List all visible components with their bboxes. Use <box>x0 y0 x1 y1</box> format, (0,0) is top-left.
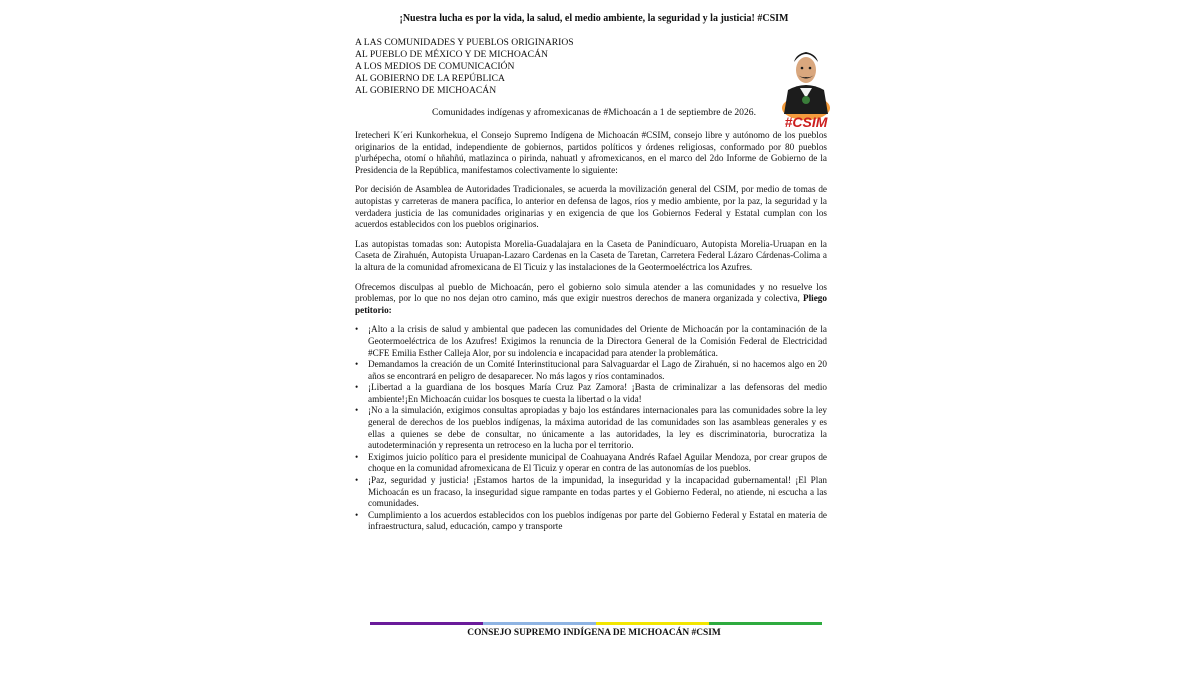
list-item <box>355 359 827 382</box>
paragraph: Por decisión de Asamblea de Autoridades Tradicionales, se acuerda la movilización general del CSIM, por medio de tomas de autopistas y carreteras de manera pacífica, lo anterior en defensa de lagos, ríos y medio ambiente, por la paz, la seguridad y la verdadera justicia de las comunidades originarias y en exigencia de que los Gobiernos Federal y Estatal cumplan con los acuerdos establecidos con los pueblos originarios. <box>355 184 827 230</box>
addressee-line: A LOS MEDIOS DE COMUNICACIÓN <box>355 61 515 72</box>
list-item <box>355 324 827 359</box>
dateline: Comunidades indígenas y afromexicanas de #Michoacán a 1 de septiembre de 2026. <box>432 107 756 118</box>
bullet-icon: • <box>355 451 359 462</box>
color-segment <box>370 622 483 625</box>
addressee-line: AL GOBIERNO DE LA REPÚBLICA <box>355 73 505 84</box>
demand-text: ¡No a la simulación, exigimos consultas apropiadas y bajo los estándares internacionales para las comunidades sobre la ley general de derechos de los pueblos indígenas, la máxima autoridad de las comunidades son las asambleas generales y es ellas a quienes se debe de consultar, no únicamente a las autoridades, la ley es discriminatoria, burocratiza la autodeterminación y representa un retroceso en la lucha por el territorio. <box>368 405 827 451</box>
demand-text: ¡Paz, seguridad y justicia! ¡Estamos hartos de la impunidad, la inseguridad y la incapacidad gubernamental! ¡El Plan Michoacán es un fracaso, la inseguridad sigue rampante en todas partes y el Gobierno Federal, no atiende, ni escucha a las comunidades. <box>368 475 827 509</box>
pliego-label: Pliego petitorio: <box>355 293 827 315</box>
list-item <box>355 475 827 510</box>
demand-text: ¡Libertad a la guardiana de los bosques María Cruz Paz Zamora! ¡Basta de criminalizar a las defensoras del medio ambiente!¡En Michoacán cuidar los bosques te cuesta la libertad o la vida! <box>368 382 827 404</box>
paragraph: Las autopistas tomadas son: Autopista Morelia-Guadalajara en la Caseta de Panindícuaro, Autopista Morelia-Uruapan en la Caseta de Zirahuén, Autopista Uruapan-Lazaro Cardenas en la Caseta de Taretan, Carretera Federal Lázaro Cárdenas-Colima a la altura de la comunidad afromexicana de El Ticuiz y las instalaciones de la Geotermoeléctrica los Azufres. <box>355 238 827 272</box>
list-item <box>355 405 827 451</box>
bullet-icon: • <box>355 359 359 370</box>
bullet-icon: • <box>355 382 359 393</box>
paragraph: Iretecheri K´eri Kunkorhekua, el Consejo Supremo Indígena de Michoacán #CSIM, consejo libre y autónomo de los pueblos originarios de la entidad, independiente de gobiernos, partidos políticos y órdenes religiosas, conformado por 80 pueblos p'urhépecha, otomí o hñahñú, matlazinca o pirinda, nahuatl y afromexicanos, en el marco del 2do Informe de Gobierno de la Presidencia de la República, manifestamos colectivamente lo siguiente: <box>355 130 827 175</box>
demand-text: Demandamos la creación de un Comité Interinstitucional para Salvaguardar el Lago de Zirahuén, si no hacemos algo en 20 años se encontrará en peligro de desaparecer. No más lagos y ríos contaminados. <box>368 359 827 381</box>
addressee-line: AL GOBIERNO DE MICHOACÁN <box>355 85 497 96</box>
document-page <box>355 0 833 675</box>
color-segment <box>596 622 709 625</box>
bullet-icon: • <box>355 509 359 520</box>
addressee-list <box>355 37 574 97</box>
list-item <box>355 382 827 405</box>
closing-paragraph <box>355 282 827 317</box>
list-item <box>355 510 827 533</box>
demand-text: Exigimos juicio político para el presidente municipal de Coahuayana Andrés Rafael Aguilar Mendoza, por crear grupos de choque en la comunidad afromexicana de El Ticuiz y operar en contra de las autonomías de los pueblos. <box>368 451 827 474</box>
addressee-line: AL PUEBLO DE MÉXICO Y DE MICHOACÁN <box>355 49 548 60</box>
bullet-icon: • <box>355 324 359 335</box>
color-segment <box>709 622 822 625</box>
bullet-icon: • <box>355 405 359 416</box>
document-body <box>355 130 827 533</box>
footer-color-bar <box>370 622 822 625</box>
document-title: ¡Nuestra lucha es por la vida, la salud, el medio ambiente, la seguridad y la justicia! #CSIM <box>399 13 789 24</box>
closing-text: Ofrecemos disculpas al pueblo de Michoacán, pero el gobierno solo simula atender a las comunidades y no resuelve los problemas, por lo que no nos dejan otro camino, más que exigir nuestros derechos de manera organizada y colectiva, <box>355 281 827 304</box>
list-item <box>355 452 827 475</box>
logo-text: #CSIM <box>784 114 828 130</box>
demand-list <box>355 324 827 533</box>
demand-text: Cumplimiento a los acuerdos establecidos con los pueblos indígenas por parte del Gobierno Federal y Estatal en materia de infraestructura, salud, educación, campo y transporte <box>368 509 827 532</box>
footer-signature: CONSEJO SUPREMO INDÍGENA DE MICHOACÁN #CSIM <box>467 628 721 638</box>
color-segment <box>483 622 596 625</box>
bullet-icon: • <box>355 475 359 486</box>
addressee-line: A LAS COMUNIDADES Y PUEBLOS ORIGINARIOS <box>355 37 574 48</box>
demand-text: ¡Alto a la crisis de salud y ambiental que padecen las comunidades del Oriente de Michoacán por la contaminación de la Geotermoeléctrica de los Azufres! Exigimos la renuncia de la Directora General de la Comisión Federal de Electricidad #CFE Emilia Esther Calleja Alor, por su indolencia e incapacidad para atender la problemática. <box>368 324 827 358</box>
